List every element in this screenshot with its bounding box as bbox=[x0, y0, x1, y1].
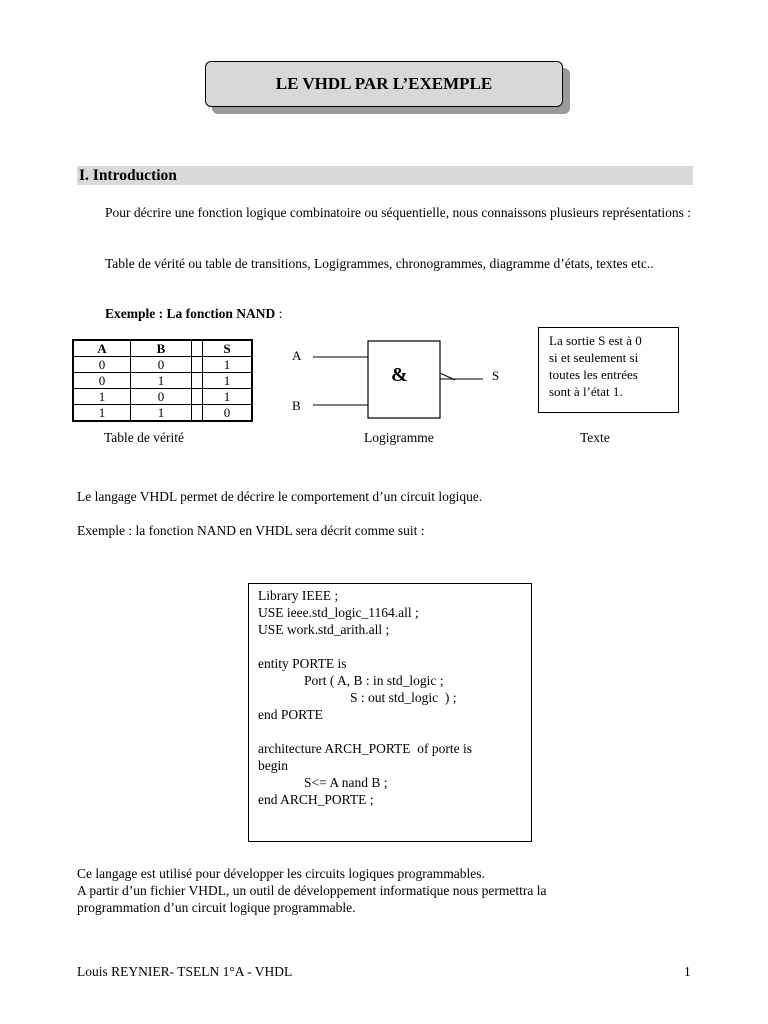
texte-line: toutes les entrées bbox=[549, 367, 638, 382]
truth-cell: 0 bbox=[73, 357, 131, 373]
closing-line: Ce langage est utilisé pour développer les circuits logiques programmables. bbox=[77, 866, 485, 881]
code-line: USE ieee.std_logic_1164.all ; bbox=[258, 605, 419, 620]
example-label: Exemple : La fonction NAND bbox=[105, 306, 276, 321]
truth-cell: 1 bbox=[203, 357, 253, 373]
intro-paragraph-2: Table de vérité ou table de transitions, Logigrammes, chronogrammes, diagramme d’états, textes etc.. bbox=[105, 256, 654, 271]
input-b-label: B bbox=[292, 398, 301, 413]
texte-line: sont à l’état 1. bbox=[549, 384, 623, 399]
output-s-label: S bbox=[492, 368, 500, 383]
body-paragraph-1: Le langage VHDL permet de décrire le comportement d’un circuit logique. bbox=[77, 489, 483, 504]
texte-line: si et seulement si bbox=[549, 350, 639, 365]
vhdl-code-box bbox=[248, 583, 532, 842]
truth-spacer bbox=[192, 389, 203, 405]
code-line: end ARCH_PORTE ; bbox=[258, 792, 374, 807]
truth-table bbox=[72, 339, 253, 422]
table-row bbox=[73, 405, 252, 422]
code-line: architecture ARCH_PORTE of porte is bbox=[258, 741, 473, 756]
code-line: Library IEEE ; bbox=[258, 588, 339, 603]
texte-line: La sortie S est à 0 bbox=[549, 333, 642, 348]
code-line: S<= A nand B ; bbox=[304, 775, 388, 790]
texte-description-box bbox=[538, 327, 679, 413]
closing-line: A partir d’un fichier VHDL, un outil de développement informatique nous permettra la bbox=[77, 883, 547, 898]
truth-header-b: B bbox=[131, 340, 192, 357]
example-suffix: : bbox=[275, 306, 283, 321]
truth-cell: 1 bbox=[131, 405, 192, 422]
code-line: Port ( A, B : in std_logic ; bbox=[304, 673, 444, 688]
closing-paragraph bbox=[77, 865, 691, 916]
truth-header-a: A bbox=[73, 340, 131, 357]
truth-cell: 1 bbox=[73, 405, 131, 422]
code-line: S : out std_logic ) ; bbox=[350, 690, 457, 705]
closing-line: programmation d’un circuit logique programmable. bbox=[77, 900, 356, 915]
truth-spacer bbox=[192, 373, 203, 389]
code-blank-line bbox=[258, 723, 531, 740]
body-paragraph-2: Exemple : la fonction NAND en VHDL sera décrit comme suit : bbox=[77, 523, 425, 538]
truth-spacer bbox=[192, 357, 203, 373]
truth-table-header bbox=[73, 340, 252, 357]
truth-spacer bbox=[192, 405, 203, 422]
truth-cell: 1 bbox=[203, 373, 253, 389]
document-title: LE VHDL PAR L’EXEMPLE bbox=[205, 61, 563, 107]
truth-cell: 0 bbox=[131, 357, 192, 373]
code-line: begin bbox=[258, 758, 288, 773]
logigramme-caption: Logigramme bbox=[364, 430, 434, 445]
example-line bbox=[77, 305, 691, 322]
footer-author: Louis REYNIER- TSELN 1°A - VHDL bbox=[77, 964, 293, 979]
section-heading: I. Introduction bbox=[77, 166, 693, 185]
and-symbol: & bbox=[391, 364, 408, 386]
code-blank-line bbox=[258, 638, 531, 655]
table-row bbox=[73, 373, 252, 389]
code-line: USE work.std_arith.all ; bbox=[258, 622, 390, 637]
input-a-label: A bbox=[292, 348, 302, 363]
truth-spacer bbox=[192, 340, 203, 357]
truth-header-s: S bbox=[203, 340, 253, 357]
code-line: entity PORTE is bbox=[258, 656, 347, 671]
truth-cell: 1 bbox=[73, 389, 131, 405]
truth-cell: 1 bbox=[131, 373, 192, 389]
truth-cell: 0 bbox=[131, 389, 192, 405]
truth-cell: 0 bbox=[73, 373, 131, 389]
truth-table-caption: Table de vérité bbox=[104, 430, 185, 445]
table-row bbox=[73, 389, 252, 405]
page-number: 1 bbox=[684, 964, 691, 979]
truth-cell: 1 bbox=[203, 389, 253, 405]
code-line: end PORTE bbox=[258, 707, 323, 722]
texte-caption: Texte bbox=[580, 430, 610, 445]
intro-paragraph-1: Pour décrire une fonction logique combinatoire ou séquentielle, nous connaissons plusieurs représentations : bbox=[105, 205, 691, 220]
truth-cell: 0 bbox=[203, 405, 253, 422]
table-row bbox=[73, 357, 252, 373]
